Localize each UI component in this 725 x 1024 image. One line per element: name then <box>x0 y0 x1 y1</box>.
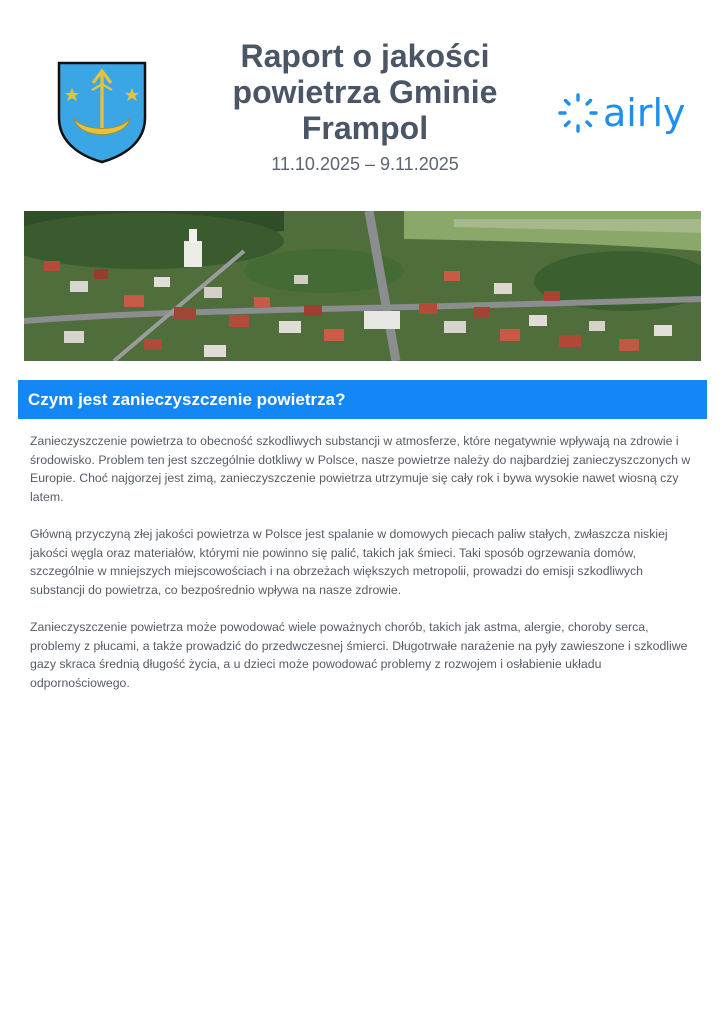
paragraph: Zanieczyszczenie powietrza może powodować wiele poważnych chorób, takich jak astma, alergie, choroby serca, problemy z płucami, a także prowadzić do przedwczesnej śmierci. Długotrwałe narażenie na pyły zawieszone i szkodliwe gazy skraca średnią długość życia, a u dzieci może powodować problemy z rozwojem i osłabienie układu odpornościowego. <box>30 619 688 690</box>
section-heading: Czym jest zanieczyszczenie powietrza? <box>18 380 707 419</box>
airly-logo <box>556 88 696 138</box>
paragraph: Zanieczyszczenie powietrza to obecność szkodliwych substancji w atmosferze, które negatywnie wpływają na zdrowie i środowisko. Problem ten jest szczególnie dotkliwy w Polsce, nasze powietrze należy do najbardziej zanieczyszczonych w Europie. Choć najgorzej jest zimą, zanieczyszczenie powietrza utrzymuje się cały rok i bywa wysokie nawet wiosną czy latem. <box>30 434 691 504</box>
date-range: 11.10.2025 – 9.11.2025 <box>271 154 459 174</box>
frampol-coat-of-arms-icon <box>56 60 148 164</box>
airly-logo-text: airly <box>603 91 686 135</box>
section-body <box>30 432 698 711</box>
paragraph: Główną przyczyną złej jakości powietrza w Polsce jest spalanie w domowych piecach paliw stałych, zwłaszcza niskiej jakości węgla oraz materiałów, którymi nie powinno się palić, takich jak śmieci. Taki sposób ogrzewania domów, szczególnie w mniejszych miejscowościach i na obrzeżach większych metropolii, prowadzi do emisji szkodliwych substancji do powietrza, co bezpośrednio wpływa na nasze zdrowie. <box>30 526 668 597</box>
airly-logo-icon <box>556 91 600 135</box>
aerial-town-photo <box>24 211 701 361</box>
title-block <box>180 38 550 175</box>
report-title: Raport o jakości powietrza Gminie Frampol <box>232 38 498 146</box>
